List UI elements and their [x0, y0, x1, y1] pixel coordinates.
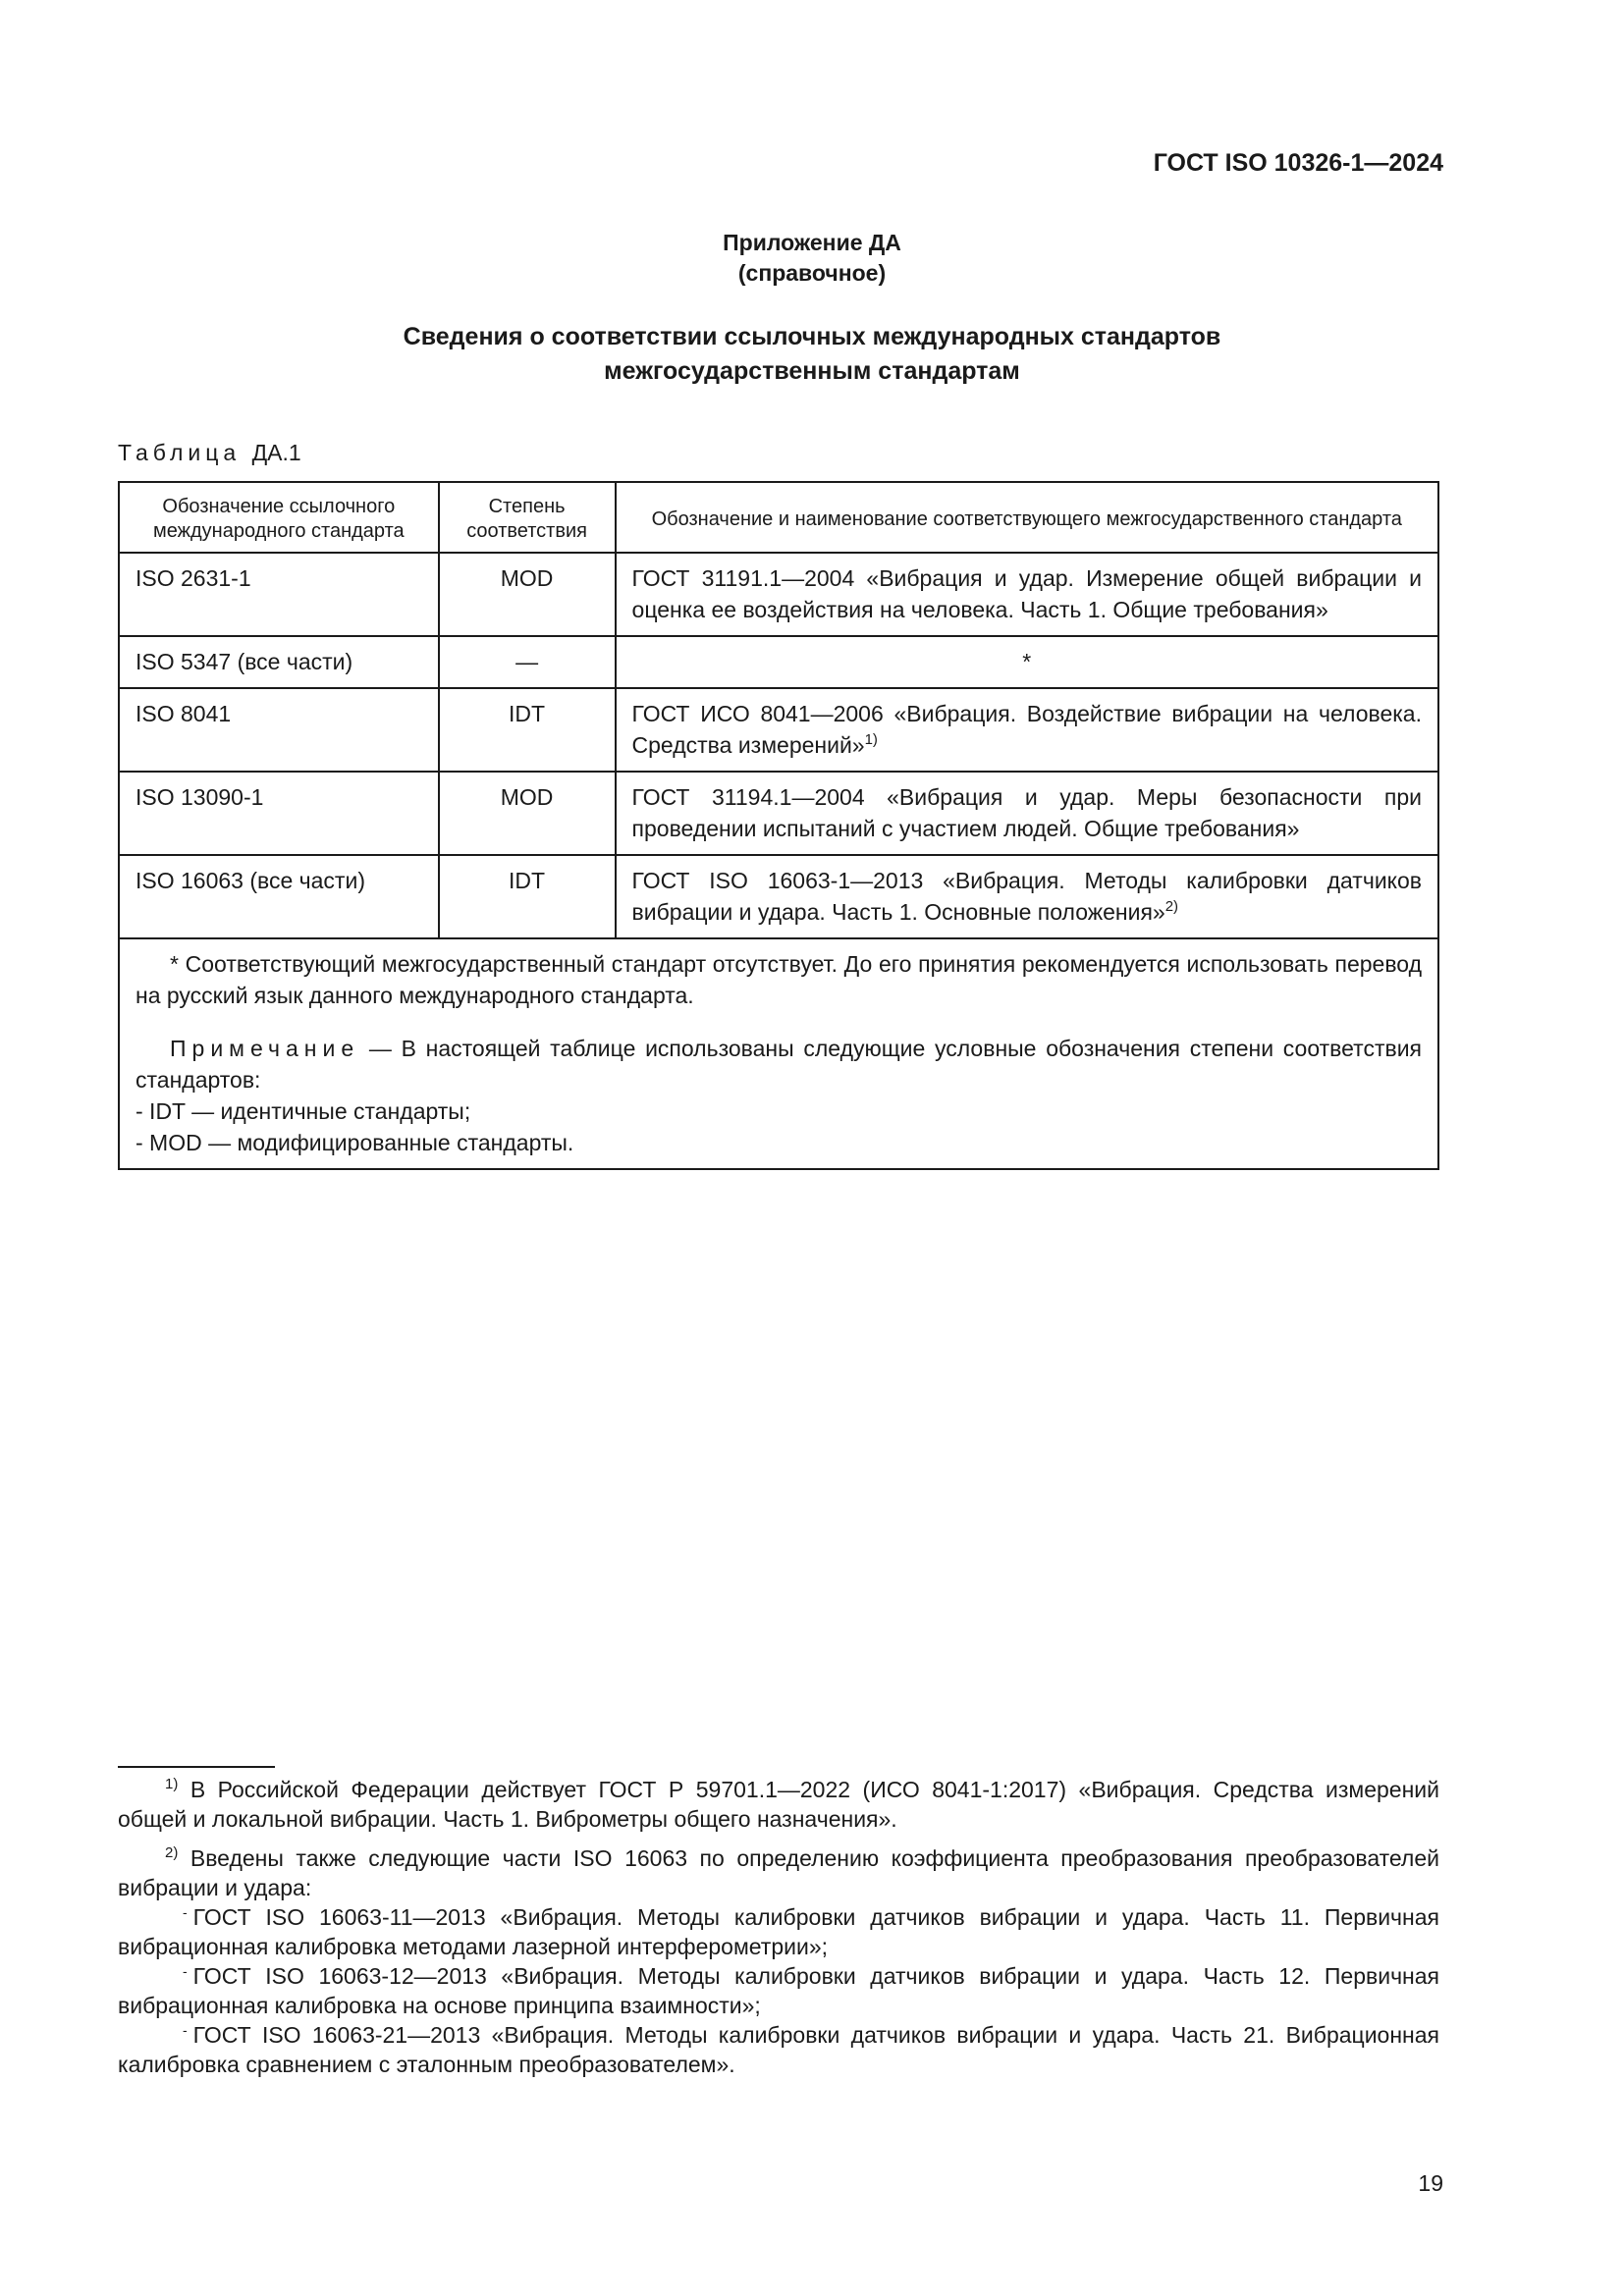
- footnote-1-mark: 1): [165, 1776, 179, 1792]
- cell-national: [616, 553, 1438, 636]
- cell-international: ISO 16063 (все части): [119, 855, 439, 938]
- cell-degree: IDT: [439, 688, 616, 772]
- footnote-2-item: [118, 1902, 1439, 1961]
- table-row: [119, 636, 1438, 688]
- item-marker: -: [183, 1904, 188, 1920]
- table-row: [119, 688, 1438, 772]
- cell-national: [616, 636, 1438, 688]
- annex-type: (справочное): [737, 260, 887, 286]
- cell-degree: MOD: [439, 553, 616, 636]
- note-label: Примечание: [170, 1036, 360, 1061]
- national-text: ГОСТ 31194.1—2004 «Вибрация и удар. Меры безопасности при проведении испытаний с участием людей. Общие требования»: [631, 784, 1422, 841]
- national-text: ГОСТ 31191.1—2004 «Вибрация и удар. Измерение общей вибрации и оценка ее воздействия на человека. Часть 1. Общие требования»: [631, 565, 1422, 622]
- item-marker: -: [183, 2022, 188, 2038]
- table-row: [119, 772, 1438, 855]
- item-text: ГОСТ ISO 16063-12—2013 «Вибрация. Методы калибровки датчиков вибрации и удара. Часть 12. Первичная вибрационная калибровка на основе принципа взаимности»;: [118, 1963, 1439, 2018]
- footnote-1: [118, 1775, 1439, 1834]
- national-text: ГОСТ ИСО 8041—2006 «Вибрация. Воздействие вибрации на человека. Средства измерений»: [631, 701, 1422, 758]
- table-caption-word: Таблица: [118, 440, 242, 465]
- footnote-ref[interactable]: 1): [864, 731, 878, 748]
- cell-degree: IDT: [439, 855, 616, 938]
- table-header-row: [119, 482, 1438, 553]
- cell-national: [616, 855, 1438, 938]
- footnote-2: [118, 1843, 1439, 1902]
- annex-heading: [0, 228, 1624, 289]
- annex-title-line-1: Сведения о соответствии ссылочных международных стандартов: [403, 323, 1221, 350]
- table-row: [119, 553, 1438, 636]
- item-marker: -: [183, 1963, 188, 1979]
- header-international-standard: Обозначение ссылочного международного стандарта: [119, 482, 439, 553]
- cell-degree: —: [439, 636, 616, 688]
- national-text: ГОСТ ISO 16063-1—2013 «Вибрация. Методы калибровки датчиков вибрации и удара. Часть 1. Основные положения»: [631, 868, 1422, 925]
- cell-international: ISO 5347 (все части): [119, 636, 439, 688]
- annex-title-line-2: межгосударственным стандартам: [604, 357, 1020, 385]
- table-row: [119, 855, 1438, 938]
- cell-international: ISO 13090-1: [119, 772, 439, 855]
- page-number: 19: [1418, 2170, 1443, 2196]
- footnote-separator: [118, 1766, 275, 1768]
- header-degree: Степень соответствия: [439, 482, 616, 553]
- footnotes: [118, 1775, 1439, 2079]
- annex-label: Приложение ДА: [723, 230, 901, 255]
- cell-national: [616, 772, 1438, 855]
- table-notes-row: [119, 938, 1438, 1169]
- footnote-2-item: [118, 1961, 1439, 2020]
- footnote-2-mark: 2): [165, 1844, 179, 1861]
- table-notes: [119, 938, 1438, 1169]
- table-caption: [118, 440, 301, 466]
- table-caption-number: ДА.1: [251, 440, 301, 465]
- cell-international: ISO 2631-1: [119, 553, 439, 636]
- note-item-mod: - MOD — модифицированные стандарты.: [135, 1130, 574, 1155]
- footnote-ref[interactable]: 2): [1164, 898, 1179, 915]
- star-note: * Соответствующий межгосударственный стандарт отсутствует. До его принятия рекомендуется использовать перевод на русский язык данного международного стандарта.: [135, 951, 1422, 1008]
- item-text: ГОСТ ISO 16063-11—2013 «Вибрация. Методы калибровки датчиков вибрации и удара. Часть 11. Первичная вибрационная калибровка методами лазерной интерферометрии»;: [118, 1904, 1439, 1959]
- table-note: [135, 1033, 1422, 1095]
- cell-international: ISO 8041: [119, 688, 439, 772]
- note-item-idt: - IDT — идентичные стандарты;: [135, 1098, 471, 1124]
- cell-degree: MOD: [439, 772, 616, 855]
- header-national-standard: Обозначение и наименование соответствующего межгосударственного стандарта: [616, 482, 1438, 553]
- footnote-2-text: Введены также следующие части ISO 16063 по определению коэффициента преобразования преобразователей вибрации и удара:: [118, 1845, 1439, 1900]
- footnote-1-text: В Российской Федерации действует ГОСТ Р 59701.1—2022 (ИСО 8041-1:2017) «Вибрация. Средства измерений общей и локальной вибрации. Часть 1. Виброметры общего назначения».: [118, 1777, 1439, 1832]
- cell-national: [616, 688, 1438, 772]
- item-text: ГОСТ ISO 16063-21—2013 «Вибрация. Методы калибровки датчиков вибрации и удара. Часть 21. Вибрационная калибровка сравнением с эталонным преобразователем».: [118, 2022, 1439, 2077]
- footnote-2-item: [118, 2020, 1439, 2079]
- document-code: ГОСТ ISO 10326-1—2024: [1153, 149, 1443, 177]
- national-text: *: [1022, 649, 1032, 674]
- note-text: — В настоящей таблице использованы следующие условные обозначения степени соответствия стандартов:: [135, 1036, 1422, 1093]
- annex-title: [0, 320, 1624, 389]
- correspondence-table: [118, 481, 1439, 1170]
